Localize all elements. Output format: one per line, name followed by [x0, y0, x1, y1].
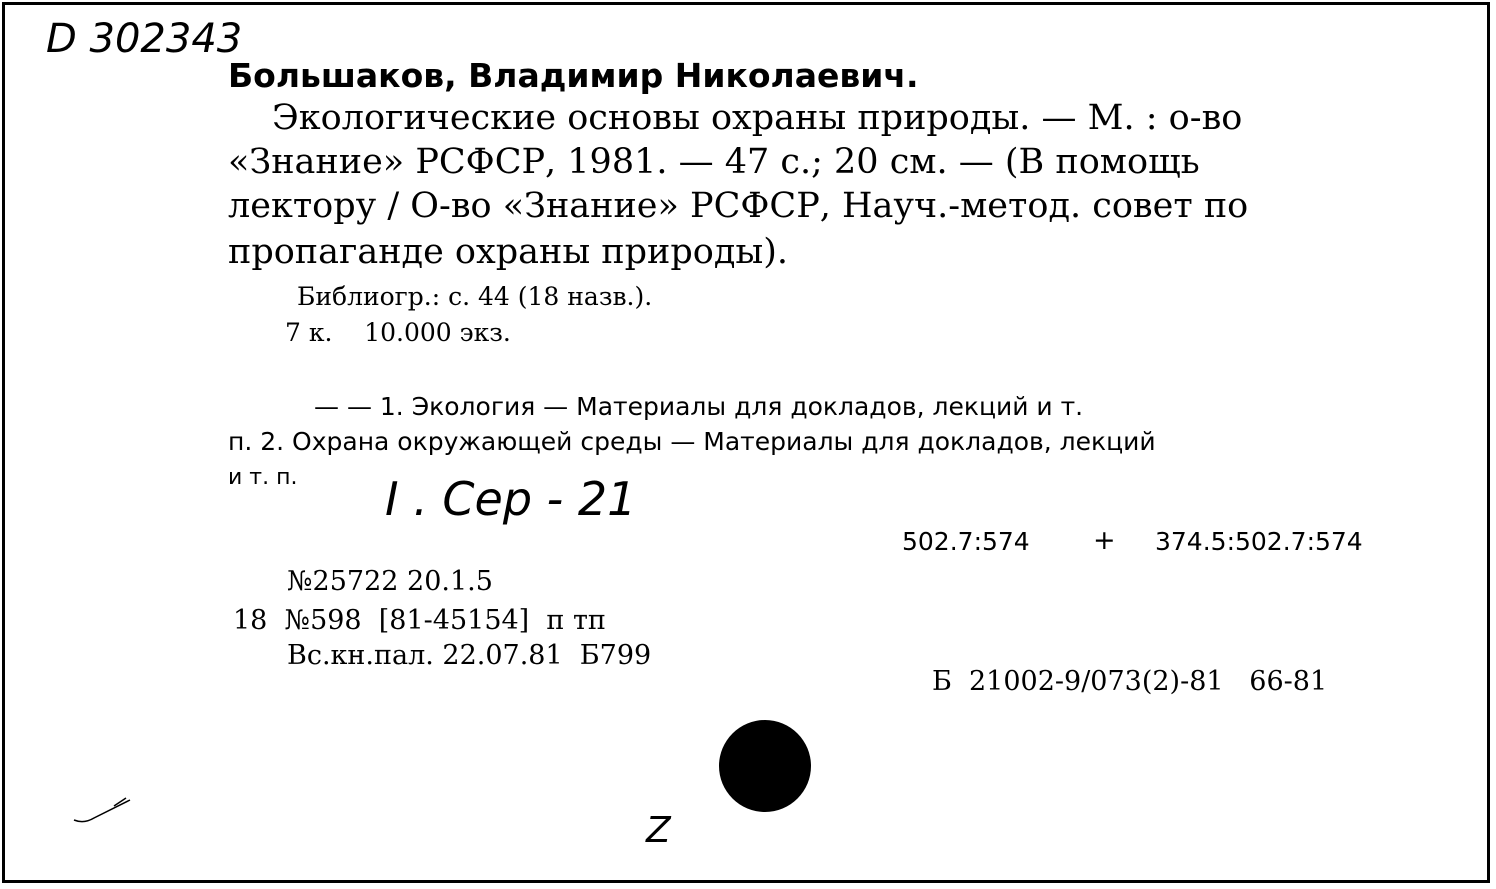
description-line-2: «Знание» РСФСР, 1981. — 47 с.; 20 см. — (В помощь — [228, 142, 1200, 182]
description-line-3: лектору / О-во «Знание» РСФСР, Науч.-метод. совет по — [228, 186, 1249, 226]
subject-line-2: п. 2. Охрана окружающей среды — Материалы для докладов, лекций — [228, 427, 1156, 456]
record-line-1: №25722 20.1.5 — [287, 566, 493, 597]
description-line-1: Экологические основы охраны природы. — М. : о-во — [272, 98, 1243, 138]
handwritten-shelfmark: I . Сер - 21 — [385, 472, 637, 526]
subject-line-1: — — 1. Экология — Материалы для докладов, лекций и т. — [314, 392, 1084, 421]
handwritten-mark-bottom: Z — [646, 810, 671, 851]
pencil-scribble — [70, 790, 140, 830]
udc-plus: + — [1093, 525, 1116, 556]
bibliography-note: Библиогр.: с. 44 (18 назв.). — [297, 282, 653, 311]
punch-hole — [719, 720, 811, 812]
record-line-3: Вс.кн.пал. 22.07.81 Б799 — [287, 640, 652, 671]
inventory-number: D 302343 — [46, 16, 243, 62]
price-line: 7 к. 10.000 экз. — [285, 318, 511, 347]
record-line-2: 18 №598 [81-45154] п тп — [233, 605, 606, 636]
udc-left: 502.7:574 — [902, 527, 1030, 556]
udc-right: 374.5:502.7:574 — [1155, 527, 1363, 556]
subject-line-3: и т. п. — [228, 465, 298, 490]
description-line-4: пропаганде охраны природы). — [228, 232, 789, 272]
author-heading: Большаков, Владимир Николаевич. — [228, 56, 919, 95]
bbk-code: Б 21002-9/073(2)-81 66-81 — [932, 666, 1328, 697]
